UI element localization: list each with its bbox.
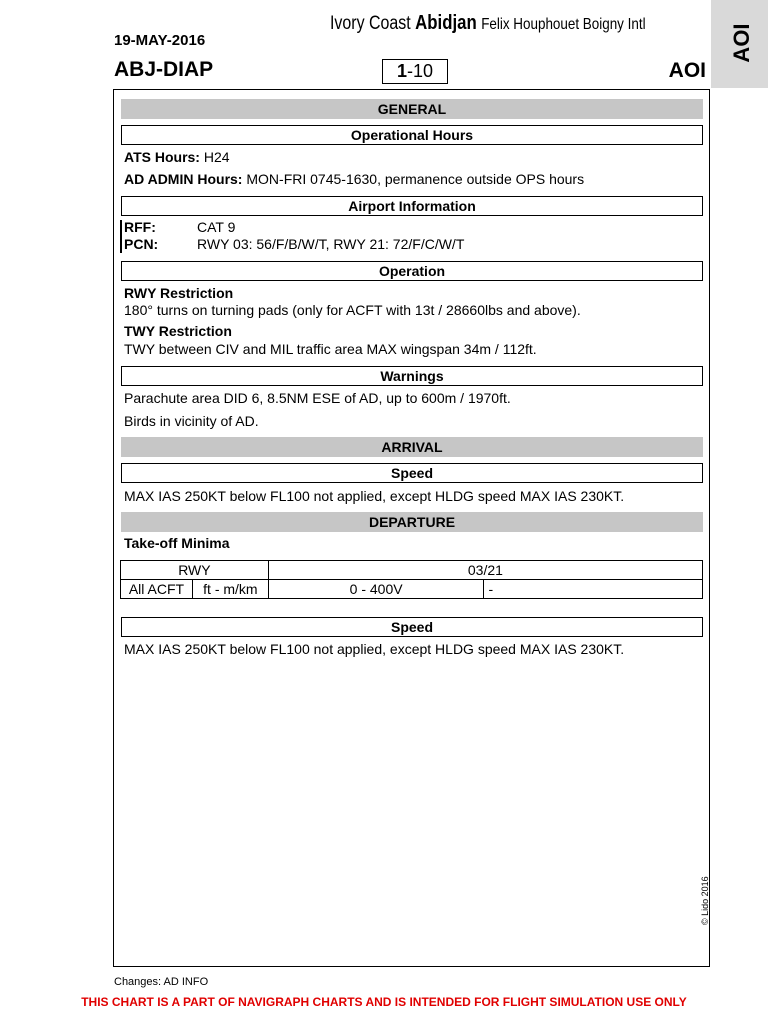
minima-cell-2: -	[484, 580, 703, 599]
rwy-value-cell: 03/21	[268, 561, 702, 580]
admin-hours-label: AD ADMIN Hours:	[124, 171, 243, 187]
twy-restriction-text: TWY between CIV and MIL traffic area MAX wingspan 34m / 112ft.	[124, 341, 537, 357]
title-city: Abidjan	[415, 12, 477, 34]
page-major: 1	[396, 61, 407, 81]
pcn-value: RWY 03: 56/F/B/W/T, RWY 21: 72/F/C/W/T	[197, 236, 465, 252]
title-country: Ivory Coast	[330, 13, 411, 34]
side-tab-label: AOI	[729, 23, 754, 63]
acft-cell: All ACFT	[121, 580, 193, 599]
ats-hours-label: ATS Hours:	[124, 149, 200, 165]
chart-date: 19-MAY-2016	[114, 32, 206, 49]
table-row	[121, 580, 703, 599]
admin-hours-value: MON-FRI 0745-1630, permanence outside OPS hours	[246, 171, 585, 187]
warning-line-2: Birds in vicinity of AD.	[124, 413, 259, 429]
subsection-operational-hours: Operational Hours	[121, 125, 703, 145]
ats-hours-line	[124, 149, 230, 165]
takeoff-minima-table	[120, 560, 703, 599]
simulation-warning: THIS CHART IS A PART OF NAVIGRAPH CHARTS AND IS INTENDED FOR FLIGHT SIMULATION USE ONLY	[81, 995, 687, 1009]
admin-hours-line	[124, 171, 584, 187]
pcn-line	[124, 236, 464, 252]
arrival-speed-text: MAX IAS 250KT below FL100 not applied, except HLDG speed MAX IAS 230KT.	[124, 488, 625, 504]
subsection-warnings: Warnings	[121, 366, 703, 386]
minima-cell: 0 - 400V	[268, 580, 484, 599]
subsection-arrival-speed: Speed	[121, 463, 703, 483]
ats-hours-value: H24	[203, 149, 230, 165]
rwy-label-cell: RWY	[121, 561, 269, 580]
rff-line	[124, 219, 235, 235]
rff-label: RFF:	[124, 219, 156, 235]
rff-value: CAT 9	[197, 219, 236, 235]
subsection-airport-information: Airport Information	[121, 196, 703, 216]
table-row	[121, 561, 703, 580]
twy-restriction-title: TWY Restriction	[124, 323, 232, 339]
pcn-label: PCN:	[124, 236, 159, 252]
departure-speed-text: MAX IAS 250KT below FL100 not applied, except HLDG speed MAX IAS 230KT.	[124, 641, 625, 657]
subsection-operation: Operation	[121, 261, 703, 281]
airport-title	[330, 12, 646, 35]
page-number-box	[382, 59, 448, 84]
section-departure-heading: DEPARTURE	[121, 512, 703, 532]
section-general-heading: GENERAL	[121, 99, 703, 119]
section-arrival-heading: ARRIVAL	[121, 437, 703, 457]
region-code: AOI	[668, 59, 706, 82]
title-airport: Felix Houphouet Boigny Intl	[481, 16, 646, 33]
unit-cell: ft - m/km	[192, 580, 268, 599]
warning-line-1: Parachute area DID 6, 8.5NM ESE of AD, up to 600m / 1970ft.	[124, 390, 511, 406]
page-minor: -10	[407, 61, 434, 81]
subsection-departure-speed: Speed	[121, 617, 703, 637]
change-bar	[120, 220, 122, 253]
rwy-restriction-text: 180° turns on turning pads (only for ACFT with 13t / 28660lbs and above).	[124, 302, 581, 318]
changes-note: Changes: AD INFO	[114, 976, 209, 988]
rwy-restriction-title: RWY Restriction	[124, 285, 234, 301]
chart-code: ABJ-DIAP	[114, 58, 214, 81]
copyright: © Lido 2016	[700, 876, 710, 925]
takeoff-minima-title: Take-off Minima	[124, 535, 230, 551]
